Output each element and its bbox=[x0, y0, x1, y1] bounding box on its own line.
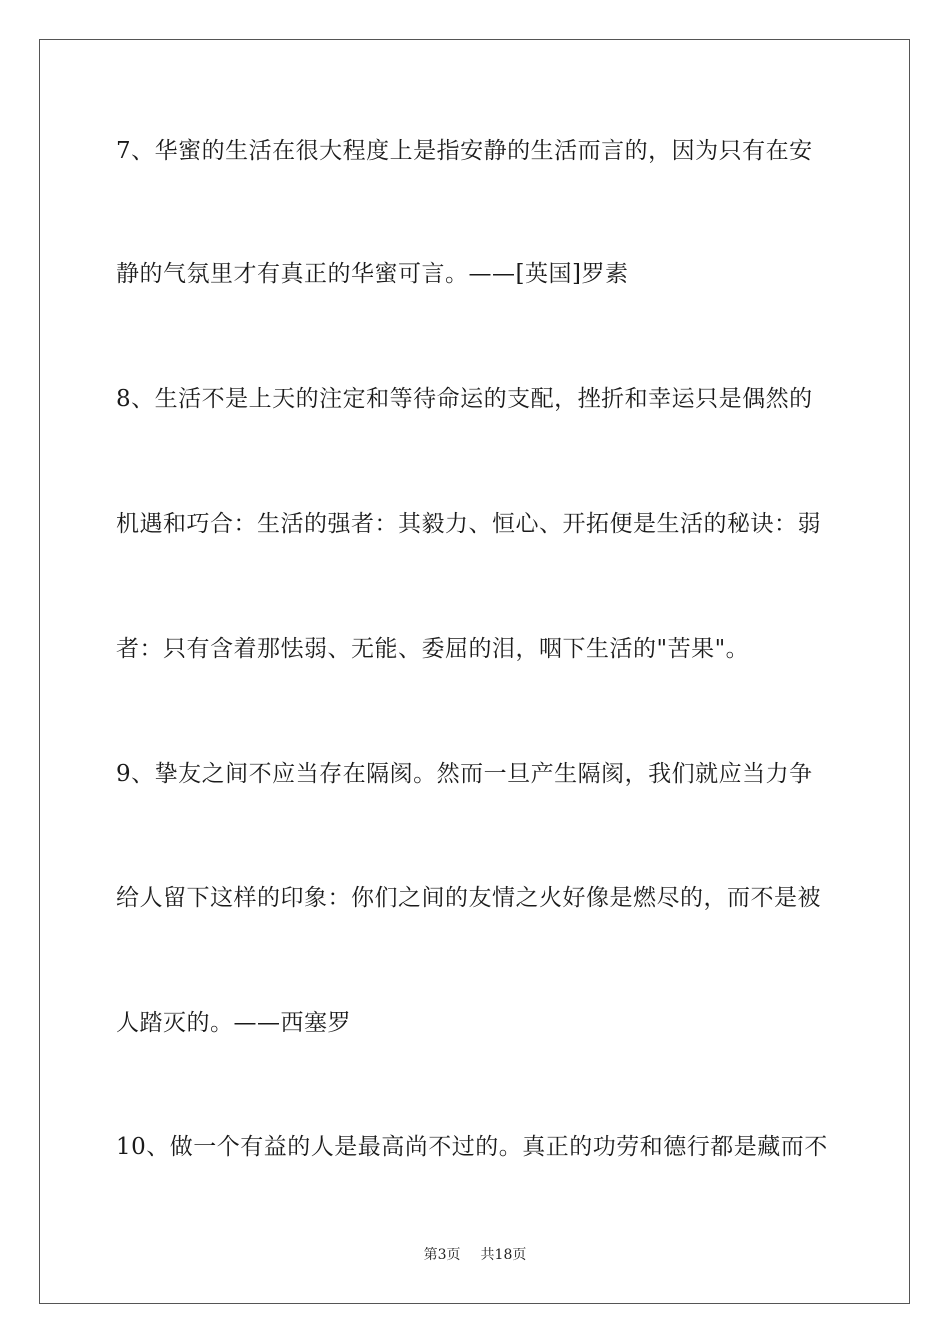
text-line: 机遇和巧合：生活的强者：其毅力、恒心、开拓便是生活的秘诀：弱 bbox=[116, 511, 821, 537]
text-line: 给人留下这样的印象：你们之间的友情之火好像是燃尽的，而不是被 bbox=[116, 885, 821, 911]
page-border bbox=[39, 39, 910, 1304]
text-line: 9、挚友之间不应当存在隔阂。然而一旦产生隔阂，我们就应当力争 bbox=[116, 761, 813, 787]
text-line: 10、做一个有益的人是最高尚不过的。真正的功劳和德行都是藏而不 bbox=[116, 1134, 828, 1160]
text-line: 者：只有含着那怯弱、无能、委屈的泪，咽下生活的"苦果"。 bbox=[116, 636, 750, 662]
text-line: 8、生活不是上天的注定和等待命运的支配，挫折和幸运只是偶然的 bbox=[116, 386, 813, 412]
text-line: 7、华蜜的生活在很大程度上是指安静的生活而言的，因为只有在安 bbox=[116, 138, 813, 164]
text-line: 人踏灭的。——西塞罗 bbox=[116, 1010, 351, 1036]
page-footer bbox=[0, 1246, 950, 1264]
text-line: 静的气氛里才有真正的华蜜可言。——[英国]罗素 bbox=[116, 261, 629, 287]
page-number: 第3页 bbox=[423, 1247, 461, 1263]
page-total: 共18页 bbox=[480, 1247, 527, 1263]
